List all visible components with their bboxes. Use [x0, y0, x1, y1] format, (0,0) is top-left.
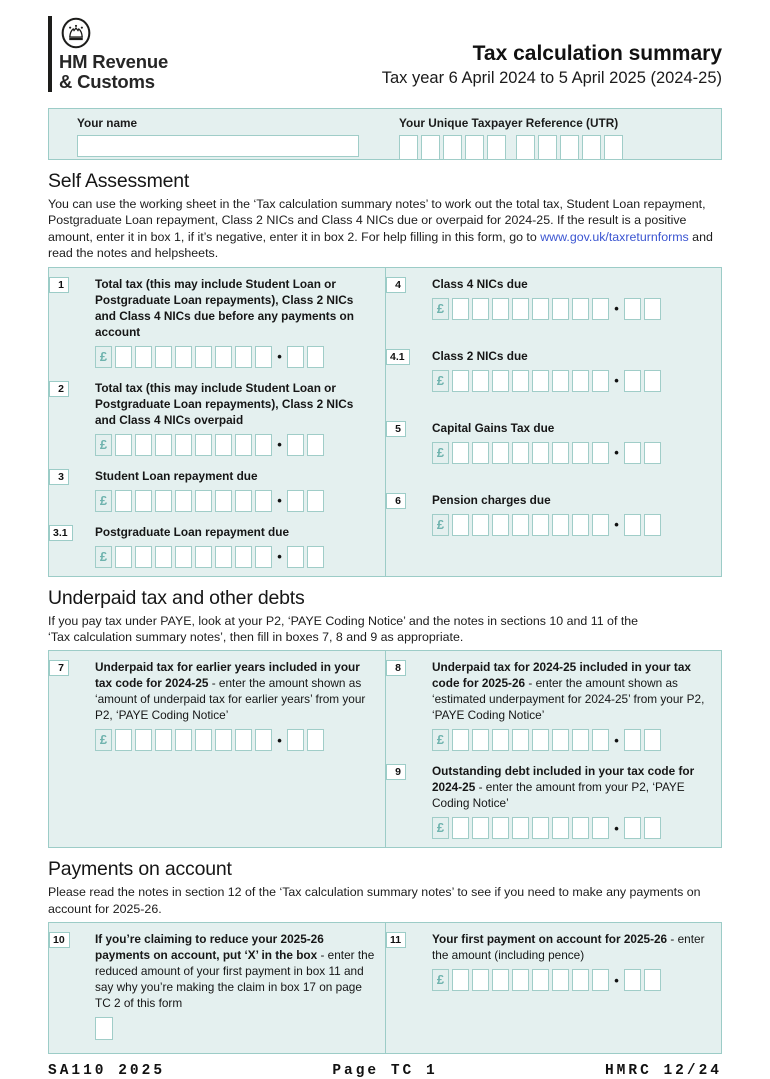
box-number: 11 — [386, 932, 406, 948]
pence-box[interactable] — [624, 817, 641, 839]
payments-panel — [48, 922, 722, 1054]
digit-box[interactable] — [155, 346, 172, 368]
box-label: Class 4 NICs due — [432, 276, 528, 291]
pound-sign: £ — [95, 729, 112, 751]
digit-box[interactable] — [552, 514, 569, 536]
box-label-bold: Underpaid tax for 2024-25 included in your tax code for 2025-26 — [432, 660, 691, 691]
intro-text-before: You can use the working sheet in the ‘Tax calculation summary notes’ to work out the total tax, Student Loan repayment, Postgraduate Loan repayment, Class 2 NICs and Class 4 NICs due or overpaid for 2024-25. If the result is a positive amount, enter it in box 1, if it’s negative, enter it in box 2. For help filling in this form, go to — [48, 197, 706, 244]
decimal-separator: • — [614, 373, 619, 388]
decimal-separator: • — [277, 732, 282, 748]
box-label-hint: - enter the amount (including pence) — [432, 932, 705, 962]
digit-box[interactable] — [195, 729, 212, 751]
pence-box[interactable] — [624, 729, 641, 751]
box-label — [95, 931, 375, 1011]
form-box-1 — [49, 276, 375, 368]
pence-box[interactable] — [624, 442, 641, 464]
pence-box[interactable] — [307, 490, 324, 512]
digit-box[interactable] — [195, 546, 212, 568]
digit-box[interactable] — [592, 298, 609, 320]
digit-box[interactable] — [115, 346, 132, 368]
name-field-group — [77, 116, 399, 160]
utr-digit-box[interactable] — [443, 135, 462, 160]
underpaid-panel — [48, 650, 722, 848]
form-box-5 — [386, 420, 711, 464]
amount-input-row[interactable] — [95, 490, 375, 512]
box-label — [432, 763, 711, 811]
decimal-separator: • — [277, 493, 282, 508]
digit-box[interactable] — [215, 729, 232, 751]
pound-sign: £ — [432, 729, 449, 751]
digit-box[interactable] — [452, 370, 469, 392]
logo-bar — [48, 16, 52, 92]
digit-box[interactable] — [572, 969, 589, 991]
box-number: 10 — [49, 932, 70, 948]
digit-box[interactable] — [572, 442, 589, 464]
digit-box[interactable] — [175, 434, 192, 456]
digit-box[interactable] — [532, 729, 549, 751]
digit-box[interactable] — [115, 490, 132, 512]
box-label — [432, 659, 711, 723]
decimal-separator: • — [277, 437, 282, 452]
digit-box[interactable] — [492, 298, 509, 320]
digit-box[interactable] — [195, 434, 212, 456]
utr-group-2 — [516, 135, 623, 160]
digit-box[interactable] — [512, 298, 529, 320]
digit-box[interactable] — [155, 490, 172, 512]
amount-input-row[interactable] — [432, 442, 711, 464]
digit-box[interactable] — [532, 969, 549, 991]
pence-box[interactable] — [644, 298, 661, 320]
pence-box[interactable] — [307, 434, 324, 456]
name-input[interactable] — [77, 135, 359, 157]
pence-box[interactable] — [644, 969, 661, 991]
digit-box[interactable] — [592, 729, 609, 751]
digit-box[interactable] — [235, 346, 252, 368]
box-number: 4.1 — [386, 349, 410, 365]
form-box-6 — [386, 492, 711, 536]
box-label-hint: - enter the reduced amount of your first payment in box 11 and say why you’re making the claim in box 17 on page TC 2 of this form — [95, 948, 375, 1010]
amount-input-row[interactable] — [95, 346, 375, 368]
box-label — [432, 931, 711, 963]
digit-box[interactable] — [135, 346, 152, 368]
digit-box[interactable] — [215, 346, 232, 368]
pound-sign: £ — [432, 370, 449, 392]
amount-input-row[interactable] — [95, 434, 375, 456]
form-id: SA110 2025 — [48, 1063, 166, 1079]
decimal-separator: • — [614, 972, 619, 988]
pound-sign: £ — [95, 546, 112, 568]
digit-box[interactable] — [552, 298, 569, 320]
digit-box[interactable] — [532, 298, 549, 320]
page-footer — [48, 1063, 722, 1079]
amount-input-row[interactable] — [432, 370, 711, 392]
box-label: Class 2 NICs due — [432, 348, 528, 363]
digit-box[interactable] — [452, 969, 469, 991]
utr-digit-box[interactable] — [399, 135, 418, 160]
utr-digit-box[interactable] — [487, 135, 506, 160]
hmrc-logo — [48, 16, 168, 93]
pound-sign: £ — [432, 442, 449, 464]
digit-box[interactable] — [255, 434, 272, 456]
payments-left-column — [49, 923, 385, 1053]
box-label — [95, 659, 375, 723]
intro-text-after: and read the notes and helpsheets. — [48, 229, 713, 261]
digit-box[interactable] — [572, 514, 589, 536]
box-number: 5 — [386, 421, 406, 437]
digit-box[interactable] — [572, 298, 589, 320]
digit-box[interactable] — [452, 729, 469, 751]
underpaid-heading: Underpaid tax and other debts — [48, 586, 305, 609]
digit-box[interactable] — [512, 817, 529, 839]
digit-box[interactable] — [195, 346, 212, 368]
digit-box[interactable] — [115, 434, 132, 456]
digit-box[interactable] — [572, 370, 589, 392]
pence-box[interactable] — [287, 434, 304, 456]
identity-panel — [48, 108, 722, 160]
form-box-3-1 — [49, 524, 375, 568]
digit-box[interactable] — [155, 546, 172, 568]
digit-box[interactable] — [155, 434, 172, 456]
form-box-7 — [49, 659, 375, 751]
box-label-hint: - enter the amount shown as ‘amount of underpaid tax for earlier years’ from your P2, ‘PAYE Coding Notice’ — [95, 676, 366, 723]
digit-box[interactable] — [512, 442, 529, 464]
utr-field-group — [399, 116, 721, 160]
pence-box[interactable] — [307, 546, 324, 568]
digit-box[interactable] — [512, 729, 529, 751]
digit-box[interactable] — [255, 729, 272, 751]
amount-input-row[interactable] — [432, 729, 711, 751]
pence-box[interactable] — [644, 370, 661, 392]
digit-box[interactable] — [512, 514, 529, 536]
digit-box[interactable] — [452, 442, 469, 464]
digit-box[interactable] — [552, 969, 569, 991]
digit-box[interactable] — [472, 729, 489, 751]
utr-digit-box[interactable] — [538, 135, 557, 160]
pence-box[interactable] — [287, 346, 304, 368]
utr-digit-box[interactable] — [465, 135, 484, 160]
crown-icon — [60, 17, 92, 49]
pence-box[interactable] — [644, 514, 661, 536]
pound-sign: £ — [95, 434, 112, 456]
digit-box[interactable] — [255, 546, 272, 568]
digit-box[interactable] — [472, 969, 489, 991]
underpaid-intro: If you pay tax under PAYE, look at your P2, ‘PAYE Coding Notice’ and the notes in sections 10 and 11 of the ‘Tax calculation summary notes’, then fill in boxes 7, 8 and 9 as appropriate. — [48, 613, 639, 644]
page-subtitle: Tax year 6 April 2024 to 5 April 2025 (2024-25) — [381, 69, 722, 87]
digit-box[interactable] — [532, 442, 549, 464]
digit-box[interactable] — [135, 434, 152, 456]
decimal-separator: • — [614, 820, 619, 836]
underpaid-left-column — [49, 651, 385, 847]
payments-right-column — [385, 923, 721, 1053]
digit-box[interactable] — [472, 370, 489, 392]
digit-box[interactable] — [532, 514, 549, 536]
digit-box[interactable] — [195, 490, 212, 512]
amount-input-row[interactable] — [432, 298, 711, 320]
pence-box[interactable] — [287, 490, 304, 512]
digit-box[interactable] — [255, 490, 272, 512]
pence-box[interactable] — [624, 370, 641, 392]
pound-sign: £ — [432, 817, 449, 839]
pence-box[interactable] — [644, 729, 661, 751]
digit-box[interactable] — [135, 546, 152, 568]
digit-box[interactable] — [472, 442, 489, 464]
box-label: Total tax (this may include Student Loan or Postgraduate Loan repayments), Class 2 NICs and Class 4 NICs due before any payments on account — [95, 276, 354, 339]
box-label: Capital Gains Tax due — [432, 420, 555, 435]
page-number: Page TC 1 — [332, 1063, 438, 1079]
digit-box[interactable] — [175, 546, 192, 568]
box-number: 9 — [386, 764, 406, 780]
box-label: Student Loan repayment due — [95, 468, 258, 483]
digit-box[interactable] — [452, 298, 469, 320]
pence-box[interactable] — [287, 729, 304, 751]
digit-box[interactable] — [115, 729, 132, 751]
digit-box[interactable] — [215, 434, 232, 456]
box-label-bold: If you’re claiming to reduce your 2025-26 payments on account, put ‘X’ in the box — [95, 932, 324, 962]
pence-box[interactable] — [644, 442, 661, 464]
decimal-separator: • — [614, 732, 619, 748]
pence-box[interactable] — [307, 346, 324, 368]
digit-box[interactable] — [135, 490, 152, 512]
box-label-bold: Outstanding debt included in your tax code for 2024-25 — [432, 764, 695, 795]
form-box-3 — [49, 468, 375, 512]
utr-digit-box[interactable] — [582, 135, 601, 160]
box-label: Total tax (this may include Student Loan or Postgraduate Loan repayments), Class 2 NICs and Class 4 NICs overpaid — [95, 380, 354, 427]
digit-box[interactable] — [512, 969, 529, 991]
decimal-separator: • — [277, 549, 282, 564]
digit-box[interactable] — [492, 442, 509, 464]
amount-input-row[interactable] — [432, 969, 711, 991]
box-label-hint: - enter the amount from your P2, ‘PAYE Coding Notice’ — [432, 780, 685, 811]
box-number: 8 — [386, 660, 406, 676]
digit-box[interactable] — [592, 969, 609, 991]
digit-box[interactable] — [235, 434, 252, 456]
digit-box[interactable] — [532, 370, 549, 392]
form-box-4 — [386, 276, 711, 320]
box-label: Postgraduate Loan repayment due — [95, 524, 290, 539]
underpaid-right-column — [385, 651, 721, 847]
box-label: Pension charges due — [432, 492, 551, 507]
digit-box[interactable] — [552, 370, 569, 392]
box-number: 1 — [49, 277, 69, 293]
box-label-bold: Underpaid tax for earlier years included in your tax code for 2024-25 — [95, 660, 360, 691]
amount-input-row[interactable] — [432, 514, 711, 536]
form-box-2 — [49, 380, 375, 456]
digit-box[interactable] — [472, 298, 489, 320]
self-assessment-panel — [48, 267, 722, 577]
taxreturnforms-link[interactable]: www.gov.uk/taxreturnforms — [540, 229, 689, 244]
digit-box[interactable] — [175, 490, 192, 512]
digit-box[interactable] — [115, 546, 132, 568]
digit-box[interactable] — [255, 346, 272, 368]
box-number: 3.1 — [49, 525, 73, 541]
form-box-8 — [386, 659, 711, 751]
digit-box[interactable] — [175, 346, 192, 368]
utr-group-1 — [399, 135, 506, 160]
digit-box[interactable] — [552, 442, 569, 464]
pence-box[interactable] — [644, 817, 661, 839]
box-number: 2 — [49, 381, 69, 397]
digit-box[interactable] — [452, 817, 469, 839]
digit-box[interactable] — [492, 729, 509, 751]
digit-box[interactable] — [135, 729, 152, 751]
utr-label: Your Unique Taxpayer Reference (UTR) — [399, 116, 619, 130]
digit-box[interactable] — [235, 490, 252, 512]
org-name-line2: & Customs — [59, 71, 155, 93]
pound-sign: £ — [95, 346, 112, 368]
decimal-separator: • — [277, 349, 282, 364]
pence-box[interactable] — [287, 546, 304, 568]
payments-heading: Payments on account — [48, 858, 232, 881]
digit-box[interactable] — [215, 490, 232, 512]
pence-box[interactable] — [624, 298, 641, 320]
amount-input-row[interactable] — [432, 817, 711, 839]
box-number: 6 — [386, 493, 406, 509]
utr-input[interactable] — [399, 135, 721, 160]
box-number: 7 — [49, 660, 69, 676]
decimal-separator: • — [614, 517, 619, 532]
digit-box[interactable] — [472, 817, 489, 839]
name-label: Your name — [77, 116, 138, 130]
digit-box[interactable] — [492, 514, 509, 536]
box-number: 4 — [386, 277, 406, 293]
page-header — [48, 16, 722, 96]
payments-intro: Please read the notes in section 12 of the ‘Tax calculation summary notes’ to see if you need to make any payments on account for 2025-26. — [48, 885, 701, 916]
self-assessment-right-column — [385, 268, 721, 576]
digit-box[interactable] — [175, 729, 192, 751]
pound-sign: £ — [432, 514, 449, 536]
form-box-9 — [386, 763, 711, 839]
digit-box[interactable] — [572, 817, 589, 839]
reduce-payments-checkbox[interactable] — [95, 1017, 113, 1040]
self-assessment-intro — [48, 196, 722, 262]
form-version: HMRC 12/24 — [604, 1063, 722, 1079]
box-label-hint: - enter the amount shown as ‘estimated underpayment for 2024-25’ from your P2, ‘PAYE Coding Notice’ — [432, 676, 705, 723]
pence-box[interactable] — [624, 969, 641, 991]
box-label-bold: Your first payment on account for 2025-26 — [432, 932, 668, 946]
amount-input-row[interactable] — [95, 729, 375, 751]
digit-box[interactable] — [155, 729, 172, 751]
digit-box[interactable] — [592, 370, 609, 392]
pound-sign: £ — [432, 969, 449, 991]
form-box-4-1 — [386, 348, 711, 392]
self-assessment-left-column — [49, 268, 385, 576]
digit-box[interactable] — [512, 370, 529, 392]
digit-box[interactable] — [235, 546, 252, 568]
box-number: 3 — [49, 469, 69, 485]
form-box-11 — [386, 931, 711, 991]
pound-sign: £ — [432, 298, 449, 320]
digit-box[interactable] — [592, 817, 609, 839]
pound-sign: £ — [95, 490, 112, 512]
digit-box[interactable] — [552, 729, 569, 751]
digit-box[interactable] — [472, 514, 489, 536]
utr-digit-box[interactable] — [421, 135, 440, 160]
digit-box[interactable] — [592, 442, 609, 464]
digit-box[interactable] — [572, 729, 589, 751]
self-assessment-heading: Self Assessment — [48, 170, 190, 192]
digit-box[interactable] — [235, 729, 252, 751]
digit-box[interactable] — [215, 546, 232, 568]
page-title: Tax calculation summary — [472, 42, 722, 65]
pence-box[interactable] — [307, 729, 324, 751]
utr-digit-box[interactable] — [604, 135, 623, 160]
digit-box[interactable] — [552, 817, 569, 839]
org-name-line1: HM Revenue — [59, 51, 169, 72]
utr-digit-box[interactable] — [560, 135, 579, 160]
digit-box[interactable] — [592, 514, 609, 536]
pence-box[interactable] — [624, 514, 641, 536]
decimal-separator: • — [614, 445, 619, 460]
decimal-separator: • — [614, 301, 619, 316]
digit-box[interactable] — [492, 370, 509, 392]
utr-digit-box[interactable] — [516, 135, 535, 160]
digit-box[interactable] — [492, 817, 509, 839]
digit-box[interactable] — [492, 969, 509, 991]
amount-input-row[interactable] — [95, 546, 375, 568]
form-box-10 — [49, 931, 375, 1045]
digit-box[interactable] — [532, 817, 549, 839]
digit-box[interactable] — [452, 514, 469, 536]
